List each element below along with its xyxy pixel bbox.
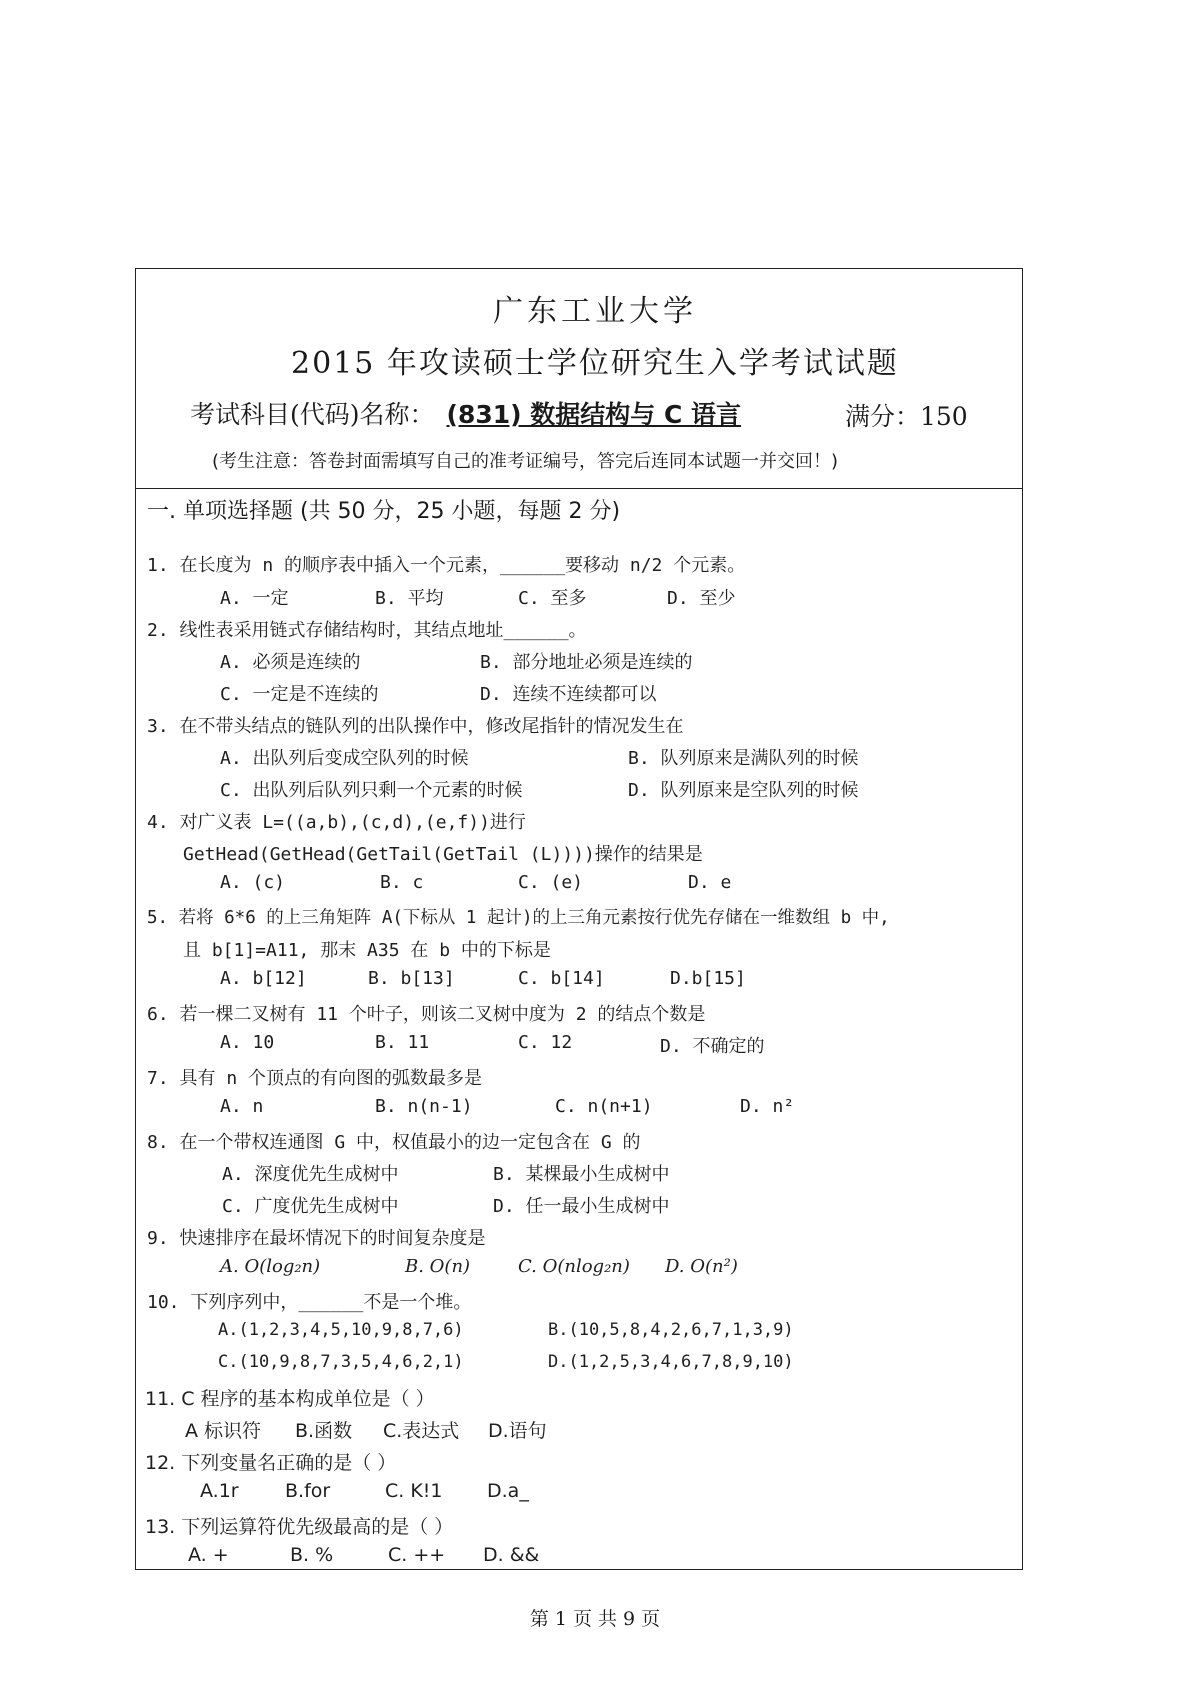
q11-option-a: A 标识符 bbox=[185, 1420, 262, 1442]
q6-option-a: A. 10 bbox=[220, 1032, 275, 1053]
q9-option-a: A. O(log₂n) bbox=[220, 1256, 321, 1277]
q4-option-d: D. e bbox=[688, 872, 732, 893]
section-title: 一. 单项选择题 (共 50 分，25 小题，每题 2 分) bbox=[147, 499, 621, 524]
question-10-stem: 10. 下列序列中，______不是一个堆。 bbox=[147, 1292, 472, 1313]
q1-option-d: D. 至少 bbox=[667, 588, 736, 609]
question-6-stem: 6. 若一棵二叉树有 11 个叶子，则该二叉树中度为 2 的结点个数是 bbox=[147, 1004, 706, 1025]
subject-value: (831) 数据结构与 C 语言 bbox=[446, 400, 742, 429]
q13-option-c: C. ++ bbox=[388, 1544, 446, 1566]
q6-option-d: D. 不确定的 bbox=[660, 1036, 765, 1057]
q3-option-c: C. 出队列后队列只剩一个元素的时候 bbox=[220, 780, 523, 801]
question-13-stem: 13. 下列运算符优先级最高的是（ ） bbox=[145, 1516, 454, 1538]
q2-option-b: B. 部分地址必须是连续的 bbox=[480, 652, 693, 673]
q11-option-d: D.语句 bbox=[488, 1420, 547, 1442]
q8-option-b: B. 某棵最小生成树中 bbox=[493, 1164, 670, 1185]
question-8-stem: 8. 在一个带权连通图 G 中，权值最小的边一定包含在 G 的 bbox=[147, 1132, 641, 1153]
q1-option-b: B. 平均 bbox=[375, 588, 444, 609]
exam-notice: (考生注意：答卷封面需填写自己的准考证编号，答完后连同本试题一并交回！) bbox=[212, 451, 839, 472]
question-12-stem: 12. 下列变量名正确的是（ ） bbox=[145, 1452, 397, 1474]
q6-option-c: C. 12 bbox=[518, 1032, 573, 1053]
q12-option-b: B.for bbox=[285, 1480, 331, 1502]
question-11-stem: 11. C 程序的基本构成单位是（ ） bbox=[145, 1388, 435, 1410]
q2-option-a: A. 必须是连续的 bbox=[220, 652, 361, 673]
question-5-stem-cont: 且 b[1]=A11, 那末 A35 在 b 中的下标是 bbox=[183, 940, 551, 961]
q2-option-c: C. 一定是不连续的 bbox=[220, 684, 379, 705]
question-5-stem: 5. 若将 6*6 的上三角矩阵 A(下标从 1 起计)的上三角元素按行优先存储在一维数组 b 中, bbox=[147, 908, 890, 928]
question-3-stem: 3. 在不带头结点的链队列的出队操作中，修改尾指针的情况发生在 bbox=[147, 716, 684, 737]
q5-option-b: B. b[13] bbox=[368, 968, 455, 989]
q10-option-d: D.(1,2,5,3,4,6,7,8,9,10) bbox=[548, 1352, 794, 1372]
q10-option-c: C.(10,9,8,7,3,5,4,6,2,1) bbox=[218, 1352, 464, 1372]
q8-option-d: D. 任一最小生成树中 bbox=[493, 1196, 670, 1217]
question-9-stem: 9. 快速排序在最坏情况下的时间复杂度是 bbox=[147, 1228, 486, 1249]
q13-option-d: D. && bbox=[483, 1544, 540, 1566]
exam-title: 2015 年攻读硕士学位研究生入学考试试题 bbox=[291, 346, 899, 381]
q9-option-b: B. O(n) bbox=[405, 1256, 471, 1277]
q5-option-c: C. b[14] bbox=[518, 968, 605, 989]
subject-line bbox=[190, 395, 741, 431]
q9-option-c: C. O(nlog₂n) bbox=[518, 1256, 630, 1277]
page-footer: 第 1 页 共 9 页 bbox=[529, 1608, 661, 1630]
q7-option-b: B. n(n-1) bbox=[375, 1096, 473, 1117]
q7-option-d: D. n² bbox=[740, 1096, 795, 1117]
q3-option-d: D. 队列原来是空队列的时候 bbox=[628, 780, 859, 801]
q10-option-b: B.(10,5,8,4,2,6,7,1,3,9) bbox=[548, 1320, 794, 1340]
university-title: 广东工业大学 bbox=[493, 294, 697, 329]
q10-option-a: A.(1,2,3,4,5,10,9,8,7,6) bbox=[218, 1320, 464, 1340]
q12-option-c: C. K!1 bbox=[385, 1480, 443, 1502]
subject-label: 考试科目(代码)名称： bbox=[190, 400, 435, 429]
q4-option-a: A. (c) bbox=[220, 872, 286, 893]
q5-option-d: D.b[15] bbox=[670, 968, 746, 989]
q3-option-b: B. 队列原来是满队列的时候 bbox=[628, 748, 859, 769]
q1-option-a: A. 一定 bbox=[220, 588, 289, 609]
q12-option-a: A.1r bbox=[200, 1480, 239, 1502]
q8-option-c: C. 广度优先生成树中 bbox=[222, 1196, 399, 1217]
q6-option-b: B. 11 bbox=[375, 1032, 430, 1053]
q7-option-c: C. n(n+1) bbox=[555, 1096, 653, 1117]
question-1-stem: 1. 在长度为 n 的顺序表中插入一个元素，______要移动 n/2 个元素。 bbox=[147, 555, 746, 576]
q8-option-a: A. 深度优先生成树中 bbox=[222, 1164, 399, 1185]
q11-option-c: C.表达式 bbox=[383, 1420, 460, 1442]
question-4-stem: 4. 对广义表 L=((a,b),(c,d),(e,f))进行 bbox=[147, 812, 526, 833]
q9-option-d: D. O(n²) bbox=[665, 1256, 738, 1277]
q2-option-d: D. 连续不连续都可以 bbox=[480, 684, 657, 705]
q13-option-b: B. % bbox=[290, 1544, 334, 1566]
question-4-stem-cont: GetHead(GetHead(GetTail(GetTail (L))))操作的结果是 bbox=[183, 844, 703, 865]
q11-option-b: B.函数 bbox=[295, 1420, 353, 1442]
q1-option-c: C. 至多 bbox=[518, 588, 587, 609]
q12-option-d: D.a_ bbox=[487, 1480, 529, 1502]
question-7-stem: 7. 具有 n 个顶点的有向图的弧数最多是 bbox=[147, 1068, 483, 1089]
q4-option-b: B. c bbox=[380, 872, 424, 893]
q7-option-a: A. n bbox=[220, 1096, 264, 1117]
q4-option-c: C. (e) bbox=[518, 872, 584, 893]
q3-option-a: A. 出队列后变成空队列的时候 bbox=[220, 748, 469, 769]
header-divider bbox=[135, 488, 1023, 489]
question-2-stem: 2. 线性表采用链式存储结构时，其结点地址______。 bbox=[147, 620, 587, 641]
q5-option-a: A. b[12] bbox=[220, 968, 307, 989]
full-score: 满分：150 bbox=[845, 402, 968, 431]
q13-option-a: A. + bbox=[188, 1544, 229, 1566]
